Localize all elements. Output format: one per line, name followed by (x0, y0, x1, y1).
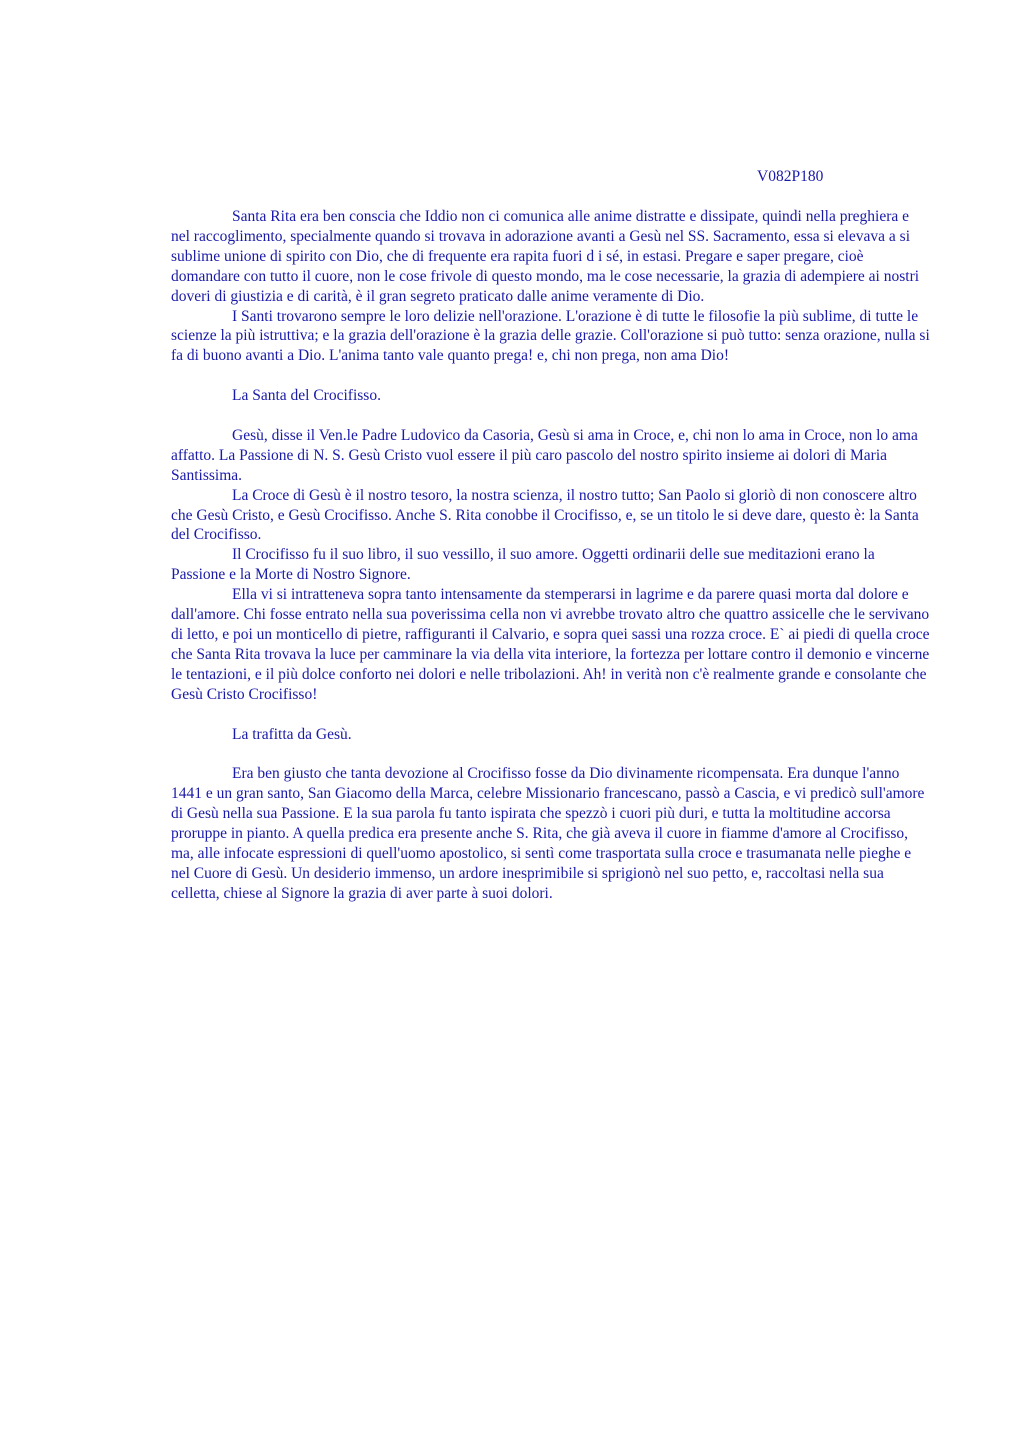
paragraph-libro: Il Crocifisso fu il suo libro, il suo vessillo, il suo amore. Oggetti ordinarii delle sue meditazioni erano la Passione e la Morte di Nostro Signore. (171, 546, 875, 584)
document-body (171, 207, 931, 904)
paragraph-croce: La Croce di Gesù è il nostro tesoro, la nostra scienza, il nostro tutto; San Paolo si gloriò di non conoscere altro che Gesù Cristo, e Gesù Crocifisso. Anche S. Rita conobbe il Crocifisso, e, se un titolo le si deve dare, questo è: la Santa del Crocifisso. (171, 486, 919, 544)
paragraph-predica: Era ben giusto che tanta devozione al Crocifisso fosse da Dio divinamente ricompensata. Era dunque l'anno 1441 e un gran santo, San Giacomo della Marca, celebre Missionario francescano, passò a Cascia, e vi predicò sull'amore di Gesù nella sua Passione. E la sua parola fu tanto ispirata che spezzò i cuori più duri, e tutta la moltitudine accorsa proruppe in pianto. A quella predica era presente anche S. Rita, che già aveva il cuore in fiamme d'amore al Crocifisso, ma, alle infocate espressioni di quell'uomo apostolico, si sentì come trasportata sulla croce e trasumanata nelle pieghe e nel Cuore di Gesù. Un desiderio immenso, un ardore inesprimibile si sprigionò nel suo petto, e, raccoltasi nella sua celletta, chiese al Signore la grazia di aver parte à suoi dolori. (171, 765, 925, 902)
paragraph-saints-prayer: I Santi trovarono sempre le loro delizie nell'orazione. L'orazione è di tutte le filosofie la più sublime, di tutte le scienze la più istruttiva; e la grazia dell'orazione è la grazia delle grazie. Coll'orazione si può tutto: senza orazione, nulla si fa di buono avanti a Dio. L'anima tanto vale quanto prega! e, chi non prega, non ama Dio! (171, 307, 930, 365)
section-heading-trafitta: La trafitta da Gesù. (232, 725, 352, 743)
paragraph-cella: Ella vi si intratteneva sopra tanto intensamente da stemperarsi in lagrime e da parere quasi morta dal dolore e dall'amore. Chi fosse entrato nella sua poverissima cella non vi avrebbe trovato altro che quattro assicelle che le servivano di letto, e poi un monticello di pietre, raffiguranti il Calvario, e sopra quei sassi una rozza croce. E` ai piedi di quella croce che Santa Rita trovava la luce per camminare la via della vita interiore, la fortezza per lottare contro il demonio e vincerne le tentazioni, e il più dolce conforto nei dolori e nelle tribolazioni. Ah! in verità non c'è realmente grande e consolante che Gesù Cristo Crocifisso! (171, 586, 930, 703)
paragraph-prayer: Santa Rita era ben conscia che Iddio non ci comunica alle anime distratte e dissipate, quindi nella preghiera e nel raccoglimento, specialmente quando si trovava in adorazione avanti a Gesù nel SS. Sacramento, essa si elevava a si sublime unione di spirito con Dio, che di frequente era rapita fuori d i sé, in estasi. Pregare e saper pregare, cioè domandare con tutto il cuore, non le cose frivole di questo mondo, ma le cose necessarie, la grazia di adempiere ai nostri doveri di giustizia e di carità, è il gran segreto praticato dalle anime veramente di Dio. (171, 208, 920, 305)
page-identifier: V082P180 (757, 168, 824, 185)
section-heading-crocifisso: La Santa del Crocifisso. (232, 387, 381, 405)
paragraph-ludovico: Gesù, disse il Ven.le Padre Ludovico da Casoria, Gesù si ama in Croce, e, chi non lo ama in Croce, non lo ama affatto. La Passione di N. S. Gesù Cristo vuol essere il più caro pascolo del nostro spirito insieme ai dolori di Maria Santissima. (171, 426, 918, 484)
